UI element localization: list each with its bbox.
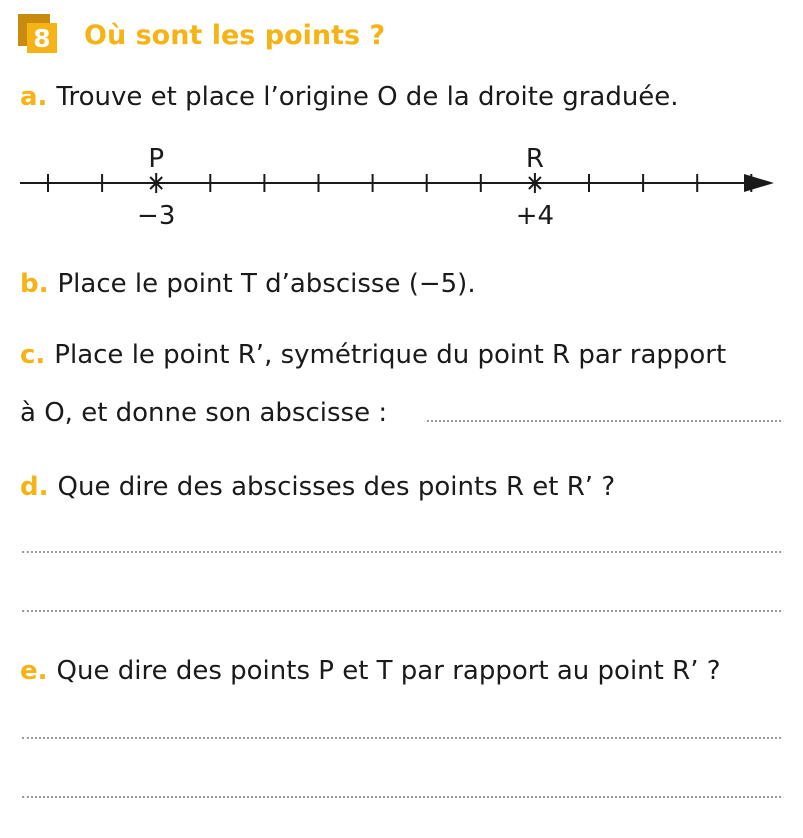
question-d	[20, 470, 615, 504]
question-a-text: Trouve et place l’origine O de la droite graduée.	[56, 82, 679, 112]
question-e-text: Que dire des points P et T par rapport au point R’ ?	[56, 656, 721, 686]
point-p-name: P	[148, 144, 165, 174]
question-c-text-line1: Place le point R’, symétrique du point R par rapport	[54, 340, 727, 370]
exercise-title: Où sont les points ?	[84, 20, 386, 51]
axis-arrow	[744, 174, 774, 192]
question-b-letter: b.	[20, 269, 49, 299]
question-c-line2: à O, et donne son abscisse :	[20, 398, 388, 428]
number-line	[0, 0, 803, 240]
question-d-letter: d.	[20, 472, 49, 502]
question-e-letter: e.	[20, 656, 48, 686]
question-c	[20, 338, 726, 372]
question-c-letter: c.	[20, 340, 46, 370]
point-r-value-label: +4	[515, 201, 555, 231]
exercise-number-badge: 8	[27, 23, 57, 53]
answer-line-e1[interactable]	[22, 737, 781, 739]
question-b	[20, 267, 476, 301]
question-b-text: Place le point T d’abscisse (−5).	[57, 269, 476, 299]
answer-line-c[interactable]	[427, 420, 781, 422]
answer-line-e2[interactable]	[22, 796, 781, 798]
question-a-letter: a.	[20, 82, 48, 112]
answer-line-d1[interactable]	[22, 551, 781, 553]
question-e	[20, 654, 721, 688]
answer-line-d2[interactable]	[22, 610, 781, 612]
point-p-value-label: −3	[137, 201, 176, 231]
point-r-name: R	[525, 144, 544, 174]
question-d-text: Que dire des abscisses des points R et R’ ?	[57, 472, 616, 502]
